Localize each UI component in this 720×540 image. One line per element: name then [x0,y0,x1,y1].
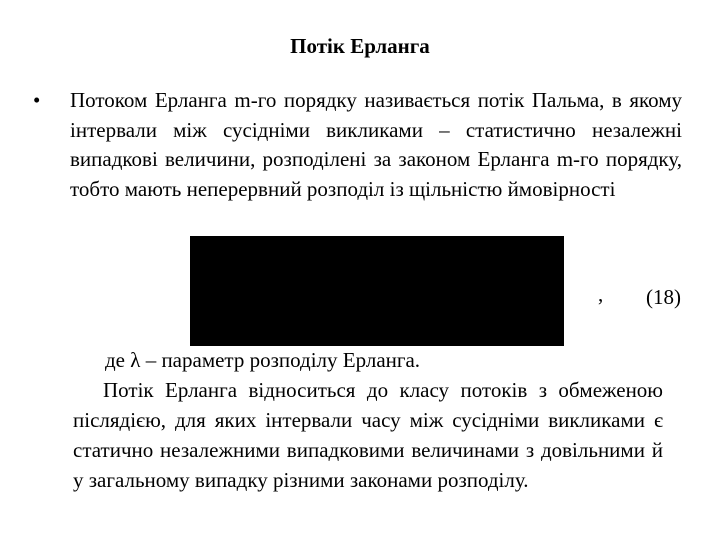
definition-text: Потоком Ерланга m-го порядку називається потік Пальма, в якому інтервали між сусідніми викликами – статистично незалежні випадкові величини, розподілені за законом Ерланга m-го порядку, тобто мають неперервний розподіл із щільністю ймовірності [70,88,682,201]
formula-number: (18) [646,285,681,309]
page-title: Потік Ерланга [290,34,430,58]
bullet-marker: • [33,88,41,112]
formula-image [190,236,564,346]
formula-comma: , [598,282,604,306]
body-paragraph: Потік Ерланга відноситься до класу потоків з обмеженою післядією, для яких інтервали часу між сусідніми викликами є статично незалежними випадковими величинами з довільними й у загальному випадку різними законами розподілу. [73,378,663,492]
lambda-note: де λ – параметр розподілу Ерланга. [105,348,421,372]
